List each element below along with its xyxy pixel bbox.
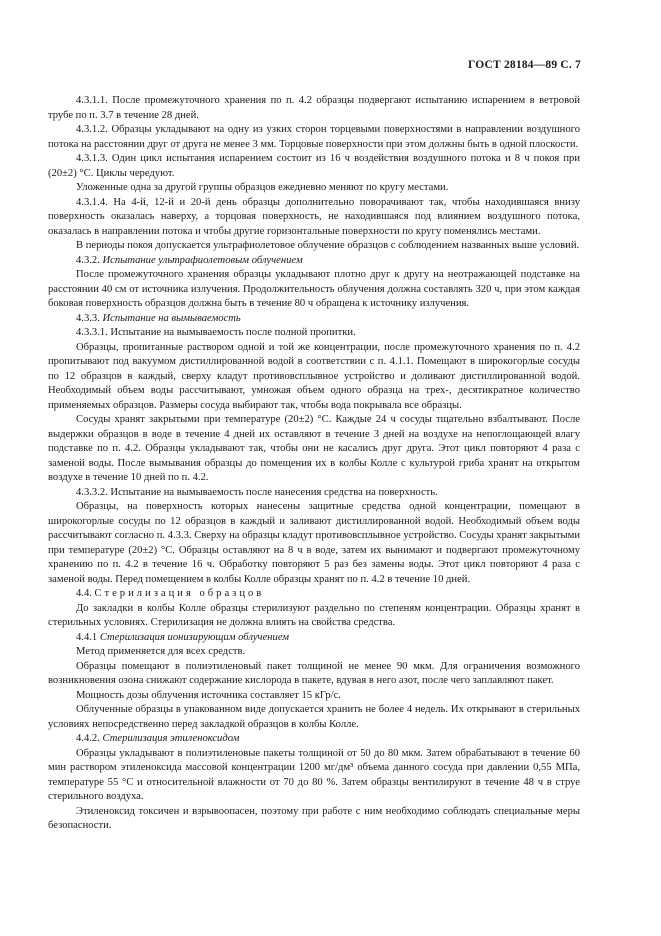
paragraph: Метод применяется для всех средств. [76,646,246,657]
paragraph: Образцы помещают в полиэтиленовый пакет толщиной не менее 90 мкм. Для ограничения возможного возникновения озона снижают содержание кислорода в пакете, вдувая в него азот, после чего заплавляют пакет. [48,660,580,686]
paragraph: Мощность дозы облучения источника составляет 15 кГр/с. [76,689,341,701]
section-title: Стерилизация образцов [94,588,265,599]
paragraph: В периоды покоя допускается ультрафиолетовое облучение образцов с соблюдением названных выше условий. [76,240,580,251]
section-heading [48,312,580,327]
section-title: Испытание на вымываемость [102,312,241,324]
section-number: 4.4.1 [76,631,98,643]
paragraph: После промежуточного хранения образцы укладывают плотно друг к другу на неотражающей подставке на расстоянии 40 см от источника излучения. Продолжительность облучения должна составлять 320 ч, при этом каждая боковая поверхность образцов должна быть в течение 80 ч обращена к источнику излучения. [48,269,580,309]
section-number: 4.3.3. [76,312,100,324]
paragraph: Уложенные одна за другой группы образцов ежедневно меняют по кругу местами. [76,182,449,193]
paragraph: 4.3.3.2. Испытание на вымываемость после нанесения средства на поверхность. [76,486,438,498]
section-heading [48,254,580,269]
paragraph: Этиленоксид токсичен и взрывоопасен, поэтому при работе с ним необходимо соблюдать специальные меры безопасности. [48,805,580,831]
page-header: ГОСТ 28184—89 С. 7 [468,59,581,71]
paragraph: 4.3.1.2. Образцы укладывают на одну из узких сторон торцевыми поверхностями в направлении воздушного потока на расстоянии друг от друга не менее 3 мм. Торцовые поверхности при этом должны быть в одной плоскости. [48,124,580,150]
section-title: Стерилизация ионизирующим облучением [99,631,290,643]
section-heading [48,732,580,747]
paragraph: До закладки в колбы Колле образцы стерилизуют раздельно по степеням концентрации. Образцы хранят в стерильных условиях. Стерилизация не должна влиять на свойства средства. [48,602,580,628]
section-number: 4.4. [76,588,92,599]
section-number: 4.3.2. [76,254,100,266]
paragraph: Сосуды хранят закрытыми при температуре (20±2) °С. Каждые 24 ч сосуды тщательно взбалтывают. После выдержки образцов в воде в течение 4 дней их оставляют в течение 3 дней на воздухе на непоглощающей влагу подставке по п. 4.2. Образцы укладывают так, чтобы они не касались друг друга. Этот цикл повторяют 4 раза с заменой воды. После вымывания образцы до помещения их в колбы Колле с культурой гриба хранят на открытом воздухе в течение 10 дней по п. 4.2. [48,414,580,483]
paragraph: Облученные образцы в упакованном виде допускается хранить не более 4 недель. Их открывают в стерильных условиях непосредственно перед закладкой образцов в колбы Колле. [48,704,580,730]
paragraph: Образцы, пропитанные раствором одной и той же концентрации, после промежуточного хранения по п. 4.2 пропитывают под вакуумом дистиллированной водой в соответствии с п. 4.1.1. Помещают в широкогорлые сосуды по 12 образцов в каждый, сверху кладут противовсплывное устройство и доливают дистиллированной водой. Необходимый объем воды рассчитывают, умножая объем одного образца на трех-, десятикратное количество применяемых образцов. Размеры сосуда выбирают так, чтобы вода покрывала все образцы. [48,341,580,411]
paragraph: Образцы, на поверхность которых нанесены защитные средства одной концентрации, помещают в широкогорлые сосуды по 12 образцов в каждый и заливают дистиллированной водой. Необходимый объем воды рассчитывают согласно п. 4.3.3. Сверху на образцы кладут противовсплывное устройство. Сосуды хранят закрытыми при температуре (20±2) °С. Образцы оставляют на 8 ч в воде, затем их вынимают и подвергают промежуточному хранению по п. 4.2 в течение 16 ч. Обработку повторяют 5 раз без замены воды. Этот цикл повторяют 4 раза с заменой воды. Перед помещением в колбы Колле образцы хранят по п. 4.2 в течение 10 дней. [48,501,580,585]
paragraph: 4.3.3.1. Испытание на вымываемость после полной пропитки. [76,327,356,338]
paragraph: 4.3.1.1. После промежуточного хранения по п. 4.2 образцы подвергают испытанию испарением в ветровой трубе по п. 3.7 в течение 28 дней. [48,95,580,121]
section-title: Стерилизация этиленоксидом [102,733,240,744]
body-text [48,94,580,834]
section-number: 4.4.2. [76,733,100,744]
section-heading [48,631,580,646]
paragraph: Образцы укладывают в полиэтиленовые пакеты толщиной от 50 до 80 мкм. Затем обрабатывают в течение 60 мин раствором этиленоксида массовой концентрации 1200 мг/дм³ объема данного сосуда при давлении 0,55 МПа, температуре 55 °С и относительной влажности от 70 до 80 %. Затем образцы вентилируют в течение 48 ч в струе стерильного воздуха. [48,747,580,802]
paragraph: 4.3.1.4. На 4-й, 12-й и 20-й день образцы дополнительно поворачивают так, чтобы находившаяся внизу поверхность оказалась наверху, а торцовая поверхность, не находившаяся под влиянием воздушного потока, оказалась в направлении потока и чтобы другие горизонтальные поверхности по кругу поменялись местами. [48,196,580,237]
paragraph: 4.3.1.3. Один цикл испытания испарением состоит из 16 ч воздействия воздушного потока и 8 ч покоя при (20±2) °С. Циклы чередуют. [48,153,580,179]
section-title: Испытание ультрафиолетовым облучением [102,254,303,266]
section-heading [48,587,580,602]
